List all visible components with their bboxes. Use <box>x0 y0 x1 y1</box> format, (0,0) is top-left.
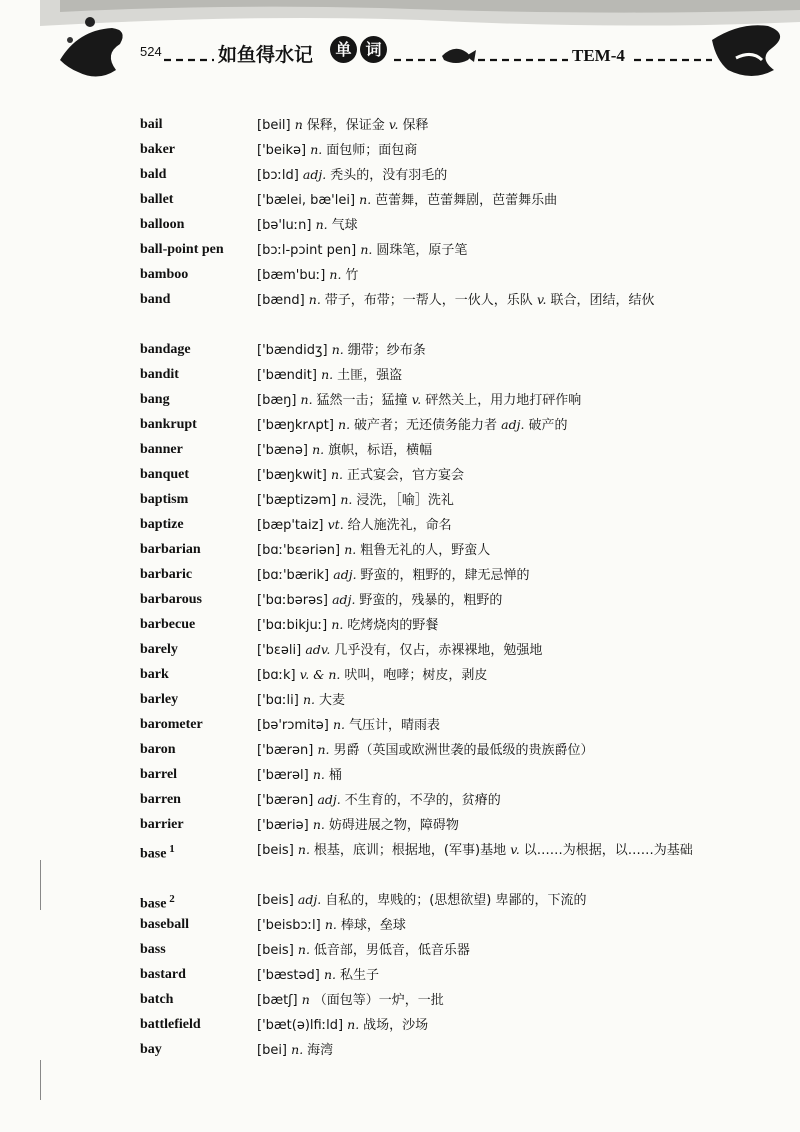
entry-pronunciation: ['bæstəd] <box>257 968 324 983</box>
entry-meaning: 私生子 <box>340 968 380 983</box>
entry-pronunciation: [bɑːk] <box>257 668 300 683</box>
entry-definition <box>257 262 712 288</box>
entry-word <box>140 287 257 312</box>
vocab-entry <box>140 662 720 687</box>
entry-meaning: 竹 <box>345 268 359 283</box>
entry-word-text: barley <box>140 692 179 707</box>
entry-word-text: bald <box>140 167 167 182</box>
entry-word-text: barbaric <box>140 567 193 582</box>
entry-part-of-speech: n <box>294 117 307 132</box>
entry-word-text: bark <box>140 667 169 682</box>
vocab-entry <box>140 262 720 287</box>
vocab-entry <box>140 162 720 187</box>
entry-part-of-speech: n. <box>329 267 346 282</box>
entry-meaning: 妨碍进展之物，障碍物 <box>328 818 459 833</box>
entry-word <box>140 262 257 287</box>
entry-meaning: 旗帜，标语，横幅 <box>328 443 433 458</box>
entry-word <box>140 962 257 987</box>
entry-word-text: base <box>140 896 167 912</box>
entry-meaning: 破产者；无还债务能力者 <box>354 418 502 433</box>
entry-definition <box>257 937 712 963</box>
entry-meaning: 低音部，男低音，低音乐器 <box>313 943 470 958</box>
entry-part-of-speech: adv. <box>305 642 335 657</box>
entry-word-text: baptize <box>140 517 184 532</box>
entry-word <box>140 212 257 237</box>
entry-part-of-speech: n. <box>302 692 319 707</box>
entry-definition <box>257 837 712 863</box>
entry-pronunciation: [bə'rɔmitə] <box>257 718 333 733</box>
vocab-entry <box>140 987 720 1012</box>
vocab-entry <box>140 112 720 137</box>
vocab-entry <box>140 362 720 387</box>
entry-part-of-speech: n. <box>344 542 361 557</box>
entry-part-of-speech: n. <box>308 292 325 307</box>
entry-word-text: baptism <box>140 492 189 507</box>
header-decoration <box>0 0 800 100</box>
entry-word-text: bastard <box>140 967 186 982</box>
page-number: 524 <box>140 44 162 59</box>
entry-pronunciation: ['bæriə] <box>257 818 313 833</box>
vocab-entry <box>140 337 720 362</box>
entry-pronunciation: [beis] <box>257 943 298 958</box>
entry-pronunciation: ['bɑːbərəs] <box>257 593 333 608</box>
vocab-entry <box>140 237 720 262</box>
entry-pronunciation: ['bærəl] <box>257 768 313 783</box>
entry-pronunciation: ['beisbɔːl] <box>257 918 325 933</box>
entry-definition <box>257 1037 712 1063</box>
book-title: 如鱼得水记 <box>218 44 314 66</box>
entry-part-of-speech: n. <box>330 467 347 482</box>
entry-part-of-speech: n. <box>324 917 341 932</box>
entry-word-text: barrier <box>140 817 184 832</box>
entry-word <box>140 412 257 437</box>
vocab-entry <box>140 712 720 737</box>
entry-word-text: base <box>140 846 167 862</box>
entry-pronunciation: ['bæptizəm] <box>257 493 341 508</box>
entry-pronunciation: [beil] <box>257 118 295 133</box>
entry-meaning: 保释 <box>402 118 429 133</box>
vocab-entry <box>140 1037 720 1062</box>
entry-pronunciation: ['bɑːbikjuː] <box>257 618 332 633</box>
entry-definition <box>257 537 712 563</box>
entry-meaning: 气球 <box>331 218 358 233</box>
entry-definition <box>257 162 712 188</box>
entry-word <box>140 987 257 1012</box>
entry-word <box>140 137 257 162</box>
entry-part-of-speech: adj. <box>501 417 529 432</box>
entry-definition <box>257 587 712 613</box>
entry-part-of-speech: adj. <box>333 567 361 582</box>
entry-word <box>140 612 257 637</box>
entry-part-of-speech: v. <box>510 842 524 857</box>
vocab-entry <box>140 1012 720 1037</box>
entry-word <box>140 762 257 787</box>
entry-definition <box>257 562 712 588</box>
entry-part-of-speech: n. <box>359 192 376 207</box>
entry-definition <box>257 762 712 788</box>
vocab-entry <box>140 137 720 162</box>
entry-definition <box>257 462 712 488</box>
entry-pronunciation: [bæŋ] <box>257 393 301 408</box>
entry-word <box>140 562 257 587</box>
entry-definition <box>257 987 712 1013</box>
entry-word-text: battlefield <box>140 1017 201 1032</box>
entry-meaning: 保释，保证金 <box>306 118 389 133</box>
vocab-entry <box>140 487 720 512</box>
vocab-entry <box>140 612 720 637</box>
entry-part-of-speech: n. <box>315 217 332 232</box>
entry-definition <box>257 487 712 513</box>
entry-definition <box>257 337 712 363</box>
entry-meaning: 自私的，卑贱的；(思想欲望) 卑鄙的，下流的 <box>325 893 587 908</box>
entry-meaning: 绷带；纱布条 <box>347 343 426 358</box>
entry-meaning: 吠叫，咆哮；树皮，剥皮 <box>344 668 488 683</box>
entry-pronunciation: ['bærən] <box>257 793 318 808</box>
vocab-entry <box>140 812 720 837</box>
vocab-entry <box>140 787 720 812</box>
entry-pronunciation: [bæm'buː] <box>257 268 330 283</box>
entry-meaning: 桶 <box>328 768 342 783</box>
entry-word <box>140 237 257 262</box>
entry-part-of-speech: n. <box>331 342 348 357</box>
entry-definition <box>257 412 712 438</box>
entry-meaning: 猛然一击；猛撞 <box>316 393 412 408</box>
vocab-entry <box>140 437 720 462</box>
entry-meaning: 正式宴会，官方宴会 <box>346 468 464 483</box>
series-label: TEM-4 <box>572 46 625 65</box>
entry-part-of-speech: n. <box>340 492 357 507</box>
entry-pronunciation: [bænd] <box>257 293 309 308</box>
entry-part-of-speech: n. <box>338 417 355 432</box>
entry-word <box>140 437 257 462</box>
entry-definition <box>257 912 712 938</box>
entry-meaning: 给人施洗礼，命名 <box>347 518 452 533</box>
entry-word <box>140 687 257 712</box>
vocab-entry <box>140 462 720 487</box>
entry-part-of-speech: n. <box>310 142 327 157</box>
entry-definition <box>257 1012 712 1038</box>
entry-word <box>140 937 257 962</box>
entry-word <box>140 387 257 412</box>
entry-part-of-speech: adj. <box>297 892 326 907</box>
entry-word <box>140 1012 257 1037</box>
entry-word <box>140 537 257 562</box>
entry-word <box>140 187 257 212</box>
entry-word <box>140 487 257 512</box>
vocab-entry <box>140 562 720 587</box>
entry-pronunciation: [bə'luːn] <box>257 218 316 233</box>
entry-word-text: barometer <box>140 717 203 732</box>
entry-pronunciation: ['bændidʒ] <box>257 343 332 358</box>
entry-word <box>140 662 257 687</box>
entry-meaning: 破产的 <box>528 418 568 433</box>
entry-part-of-speech: n. <box>291 1042 308 1057</box>
entry-definition <box>257 287 712 313</box>
entry-word <box>140 837 257 867</box>
entry-word-text: banquet <box>140 467 190 482</box>
entry-word <box>140 812 257 837</box>
entry-word-text: baseball <box>140 917 190 932</box>
entry-meaning: 几乎没有，仅占，赤裸裸地，勉强地 <box>334 643 543 658</box>
entry-word <box>140 737 257 762</box>
vocab-entry <box>140 537 720 562</box>
right-splash-icon <box>712 25 780 76</box>
entry-word <box>140 462 257 487</box>
entry-definition <box>257 362 712 388</box>
entry-word <box>140 637 257 662</box>
entry-pronunciation: [bætʃ] <box>257 993 302 1008</box>
entry-word-text: baron <box>140 742 176 757</box>
entry-definition <box>257 687 712 713</box>
fish-icon <box>442 49 470 63</box>
entry-pronunciation: [bɑː'bɛəriən] <box>257 543 345 558</box>
entry-meaning: 粗鲁无礼的人，野蛮人 <box>360 543 491 558</box>
entry-pronunciation: ['bændit] <box>257 368 322 383</box>
entry-homonym-number: 2 <box>166 893 175 905</box>
entry-part-of-speech: adj. <box>302 167 331 182</box>
entry-word-text: bamboo <box>140 267 189 282</box>
entry-meaning: 不生育的，不孕的，贫瘠的 <box>344 793 501 808</box>
entry-pronunciation: ['bæŋkrʌpt] <box>257 418 339 433</box>
entry-word-text: baker <box>140 142 175 157</box>
entry-word-text: bankrupt <box>140 417 197 432</box>
entry-pronunciation: [bei] <box>257 1043 292 1058</box>
entry-part-of-speech: n. <box>312 817 329 832</box>
entry-meaning: 吃烤烧肉的野餐 <box>347 618 439 633</box>
entry-meaning: 砰然关上，用力地打砰作响 <box>425 393 582 408</box>
entry-part-of-speech: v. <box>411 392 426 407</box>
entry-pronunciation: [beis] <box>257 843 298 858</box>
entry-word <box>140 512 257 537</box>
vocab-entry <box>140 387 720 412</box>
entry-definition <box>257 237 712 263</box>
entry-word <box>140 1037 257 1062</box>
entry-word-text: bandage <box>140 342 191 357</box>
entry-word-text: banner <box>140 442 183 457</box>
vocab-entry <box>140 687 720 712</box>
entry-word-text: ballet <box>140 192 174 207</box>
entry-meaning: 秃头的，没有羽毛的 <box>330 168 448 183</box>
entry-part-of-speech: n. <box>297 842 314 857</box>
page-header <box>0 0 800 100</box>
entry-meaning: 浸洗，［喻］洗礼 <box>356 493 454 508</box>
entry-part-of-speech: adj. <box>317 792 345 807</box>
vocab-entry <box>140 412 720 437</box>
entry-homonym-number: 1 <box>166 843 175 855</box>
entry-pronunciation: ['bɑːli] <box>257 693 303 708</box>
entry-pronunciation: ['bɛəli] <box>257 643 306 658</box>
entry-meaning: 战场，沙场 <box>363 1018 429 1033</box>
entry-word-text: bail <box>140 117 163 132</box>
entry-pronunciation: ['bælei, bæ'lei] <box>257 193 360 208</box>
entry-pronunciation: ['beikə] <box>257 143 311 158</box>
entry-part-of-speech: n. <box>331 617 348 632</box>
vocab-entry <box>140 587 720 612</box>
entry-part-of-speech: n. <box>347 1017 364 1032</box>
entry-word <box>140 787 257 812</box>
vocab-entry <box>140 637 720 662</box>
scan-mark <box>40 860 41 910</box>
entry-definition <box>257 887 712 913</box>
entry-definition <box>257 187 712 213</box>
entry-meaning: 根基，底训；根据地，(军事)基地 <box>313 843 511 858</box>
entry-definition <box>257 787 712 813</box>
entry-meaning: 芭蕾舞，芭蕾舞剧，芭蕾舞乐曲 <box>375 193 558 208</box>
entry-definition <box>257 812 712 838</box>
entry-part-of-speech: adj. <box>332 592 360 607</box>
scan-mark <box>40 1060 41 1100</box>
entry-part-of-speech: v. & n. <box>299 667 345 682</box>
entry-pronunciation: ['bærən] <box>257 743 318 758</box>
entry-part-of-speech: vt. <box>327 517 348 532</box>
entry-word-text: barbarian <box>140 542 201 557</box>
vocab-entry <box>140 287 720 337</box>
entry-word-text: barren <box>140 792 181 807</box>
entry-part-of-speech: n. <box>360 242 377 257</box>
title-badge-2: 词 <box>360 36 387 63</box>
entry-part-of-speech: n. <box>332 717 349 732</box>
entry-definition <box>257 712 712 738</box>
entry-definition <box>257 612 712 638</box>
entry-word-text: band <box>140 292 171 307</box>
entry-word-text: bay <box>140 1042 162 1057</box>
vocab-entry <box>140 912 720 937</box>
vocab-entry <box>140 962 720 987</box>
entry-definition <box>257 437 712 463</box>
vocab-entry <box>140 762 720 787</box>
entry-pronunciation: [bɔːl-pɔint pen] <box>257 243 361 258</box>
entry-word-text: bass <box>140 942 166 957</box>
vocabulary-list <box>140 112 720 1062</box>
entry-word <box>140 162 257 187</box>
entry-meaning: 带子，布带；一帮人，一伙人，乐队 <box>324 293 537 308</box>
entry-definition <box>257 662 712 688</box>
entry-meaning: （面包等）一炉，一批 <box>313 993 444 1008</box>
entry-part-of-speech: n <box>301 992 314 1007</box>
entry-definition <box>257 212 712 238</box>
entry-meaning: 男爵（英国或欧洲世袭的最低级的贵族爵位） <box>333 743 594 758</box>
vocab-entry <box>140 737 720 762</box>
entry-part-of-speech: v. <box>388 117 403 132</box>
entry-word-text: bang <box>140 392 170 407</box>
entry-pronunciation: ['bænə] <box>257 443 313 458</box>
entry-pronunciation: [bæp'taiz] <box>257 518 328 533</box>
entry-meaning: 大麦 <box>318 693 345 708</box>
entry-meaning: 联合，团结，结伙 <box>550 293 655 308</box>
entry-word-text: barbarous <box>140 592 202 607</box>
entry-meaning: 气压计，晴雨表 <box>348 718 440 733</box>
entry-word-text: bandit <box>140 367 179 382</box>
entry-word <box>140 112 257 137</box>
entry-word-text: balloon <box>140 217 185 232</box>
entry-meaning: 土匪，强盗 <box>337 368 403 383</box>
vocab-entry <box>140 187 720 212</box>
entry-word <box>140 912 257 937</box>
vocab-entry <box>140 512 720 537</box>
entry-part-of-speech: n. <box>317 742 334 757</box>
entry-part-of-speech: n. <box>300 392 317 407</box>
entry-part-of-speech: n. <box>312 442 329 457</box>
vocab-entry <box>140 887 720 912</box>
entry-part-of-speech: n. <box>324 967 340 982</box>
entry-definition <box>257 512 712 538</box>
entry-word <box>140 712 257 737</box>
entry-pronunciation: [bɔːld] <box>257 168 303 183</box>
entry-meaning: 野蛮的，粗野的，肆无忌惮的 <box>360 568 530 583</box>
entry-part-of-speech: n. <box>312 767 329 782</box>
entry-word-text: barrel <box>140 767 178 782</box>
entry-part-of-speech: v. <box>536 292 551 307</box>
entry-word <box>140 337 257 362</box>
entry-meaning: 海湾 <box>307 1043 334 1058</box>
entry-definition <box>257 962 712 988</box>
entry-word-text: barbecue <box>140 617 196 632</box>
vocab-entry <box>140 837 720 887</box>
entry-meaning: 以……为根据，以……为基础 <box>523 843 693 858</box>
entry-definition <box>257 137 712 163</box>
entry-word-text: batch <box>140 992 174 1007</box>
entry-meaning: 圆珠笔，原子笔 <box>376 243 468 258</box>
entry-definition <box>257 737 712 763</box>
entry-word <box>140 587 257 612</box>
entry-pronunciation: ['bæŋkwit] <box>257 468 331 483</box>
entry-definition <box>257 637 712 663</box>
entry-part-of-speech: n. <box>297 942 314 957</box>
vocab-entry <box>140 937 720 962</box>
vocab-entry <box>140 212 720 237</box>
entry-part-of-speech: n. <box>321 367 338 382</box>
entry-pronunciation: [bɑː'bærik] <box>257 568 334 583</box>
entry-definition <box>257 387 712 413</box>
entry-meaning: 野蛮的，残暴的，粗野的 <box>359 593 503 608</box>
entry-meaning: 面包师；面包商 <box>326 143 418 158</box>
entry-pronunciation: ['bæt(ə)lfiːld] <box>257 1018 348 1033</box>
left-splash-icon <box>60 28 123 77</box>
title-badge-1: 单 <box>330 36 357 63</box>
entry-word-text: ball-point pen <box>140 242 224 257</box>
entry-word <box>140 362 257 387</box>
entry-definition <box>257 112 712 138</box>
entry-meaning: 棒球，垒球 <box>340 918 406 933</box>
entry-word-text: barely <box>140 642 178 657</box>
entry-pronunciation: [beis] <box>257 893 298 908</box>
